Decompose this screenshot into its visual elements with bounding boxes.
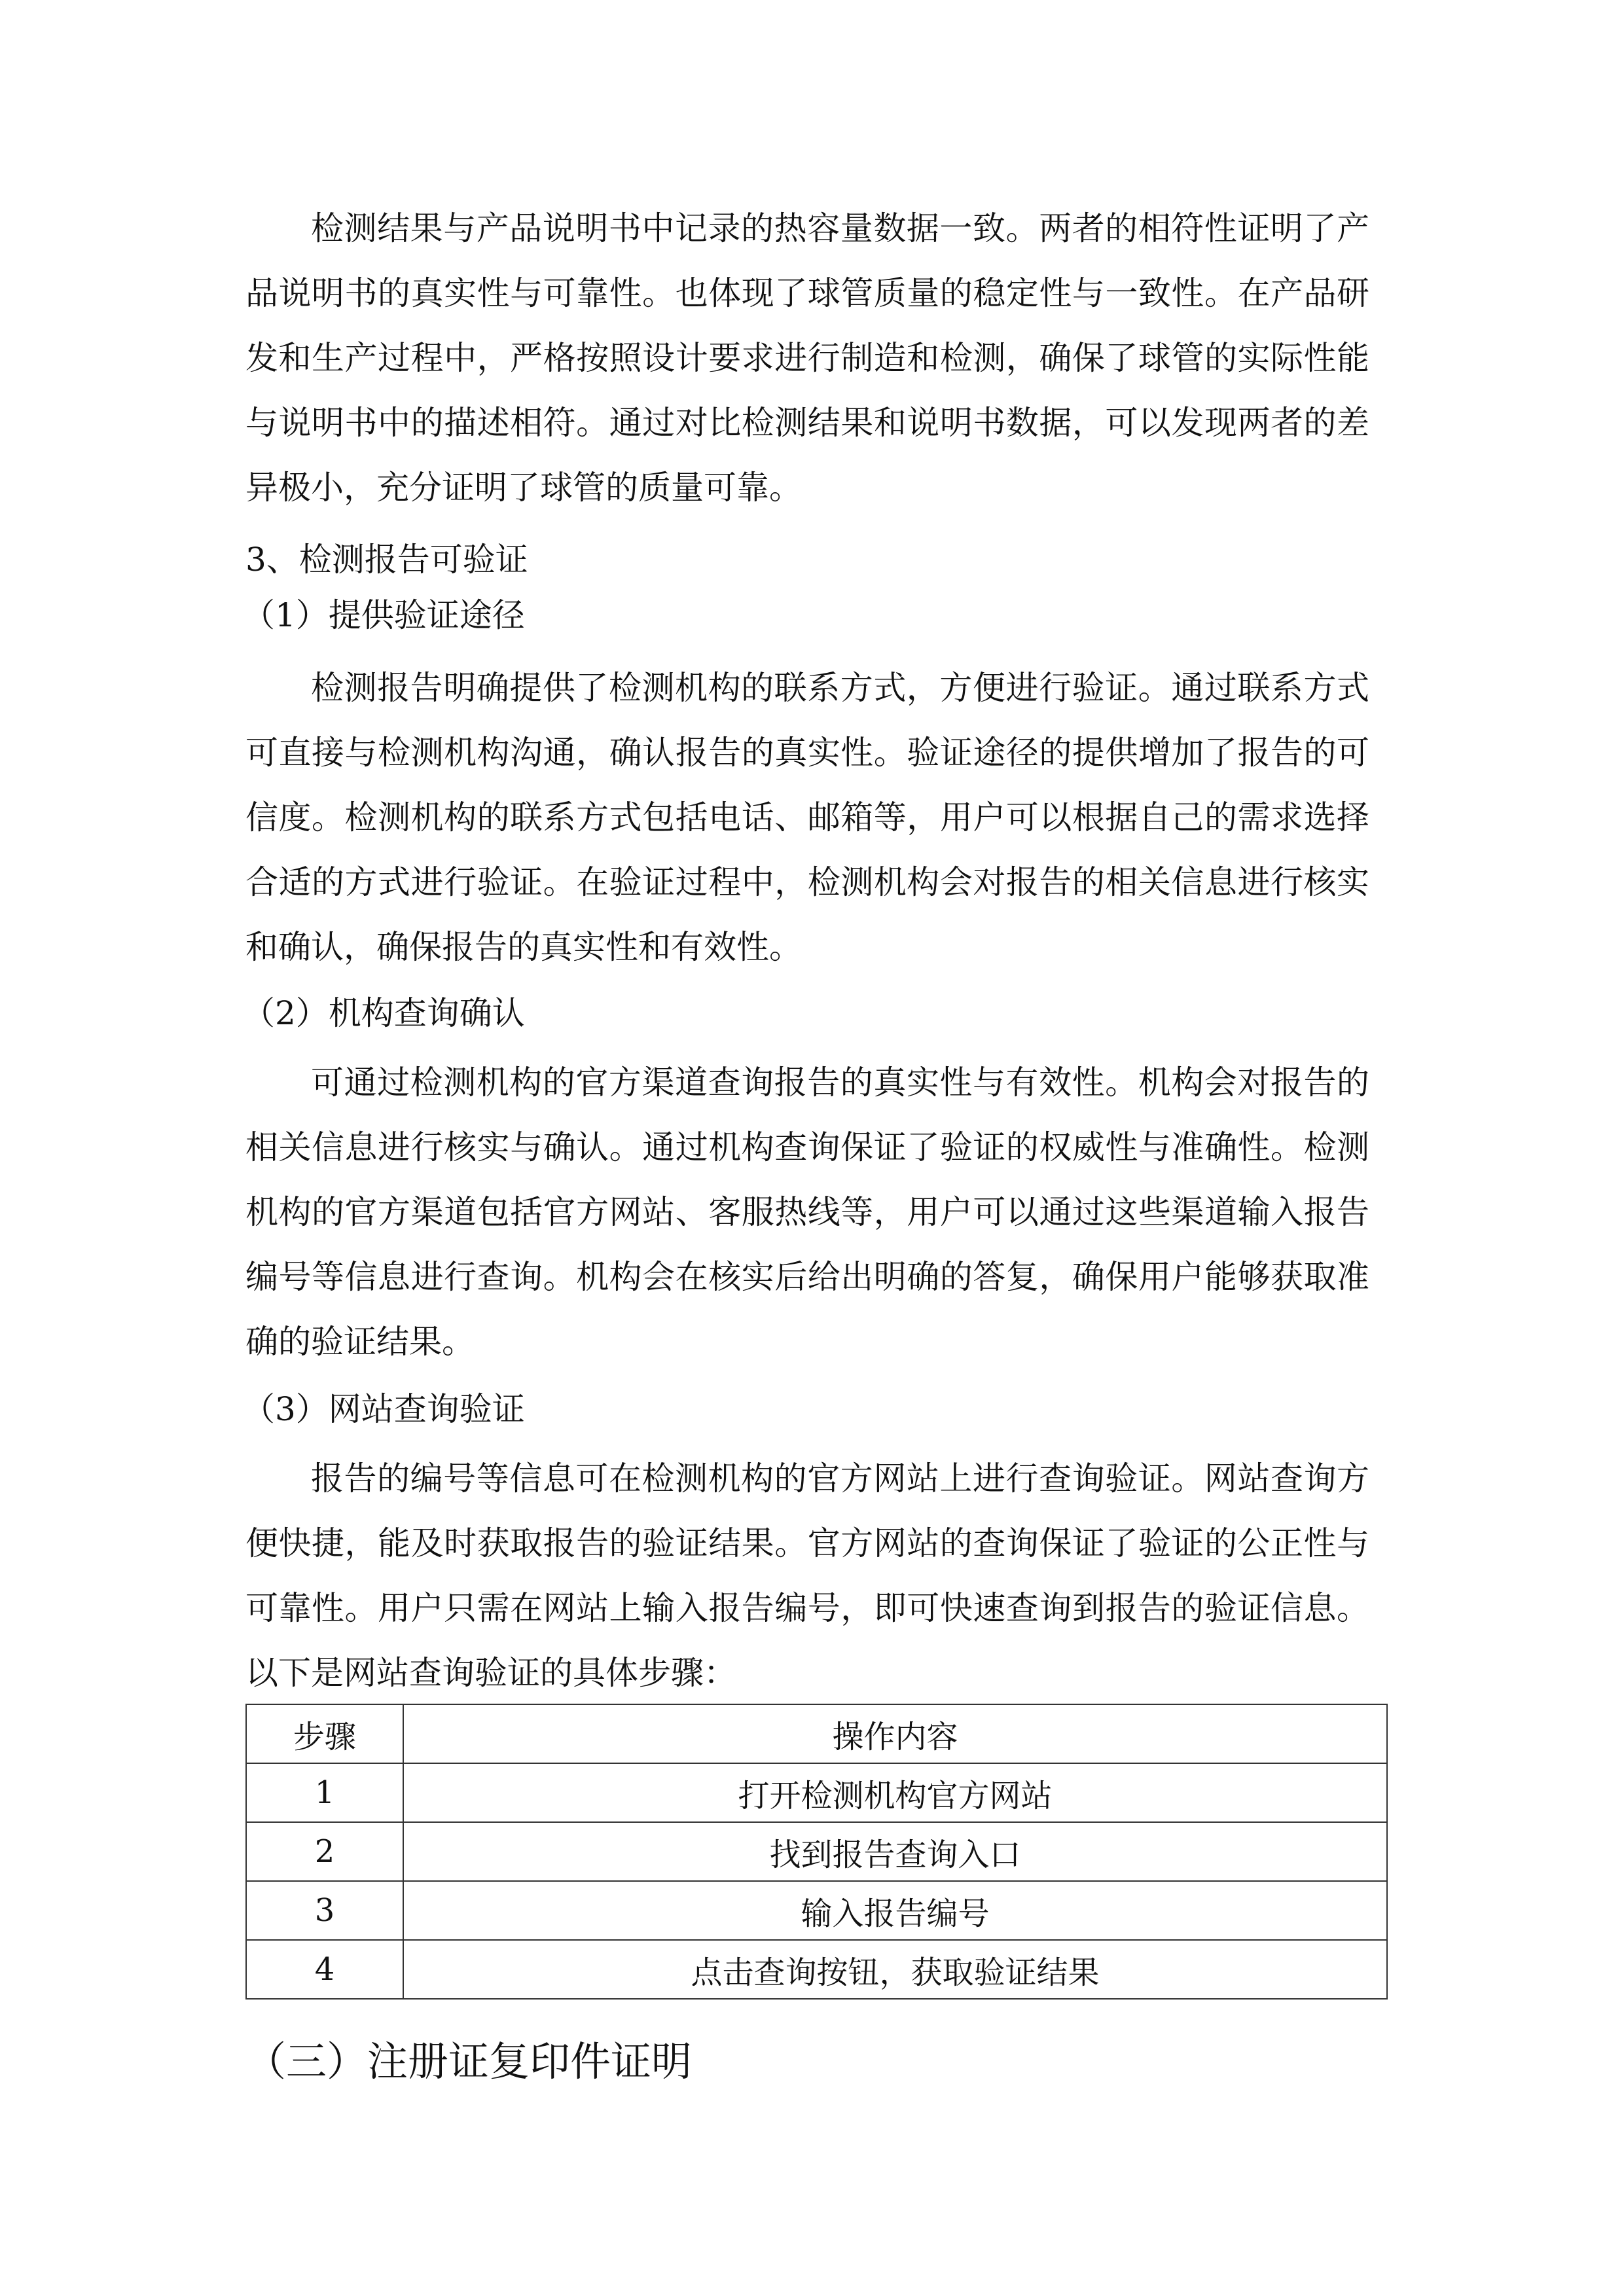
text-line: 以下是网站查询验证的具体步骤：: [245, 1654, 736, 1692]
step-cell: 2: [246, 1822, 403, 1881]
text-line: 和确认，确保报告的真实性和有效性。: [245, 928, 802, 966]
paragraph-3: [245, 1050, 1369, 1374]
text-line: 机构的官方渠道包括官方网站、客服热线等，用户可以通过这些渠道输入报告: [245, 1193, 1369, 1231]
table-row: [246, 1763, 1387, 1822]
action-cell: 点击查询按钮，获取验证结果: [403, 1940, 1387, 1999]
step-cell: 4: [246, 1940, 403, 1999]
text-line: 便快捷，能及时获取报告的验证结果。官方网站的查询保证了验证的公正性与: [245, 1524, 1369, 1562]
text-line: 合适的方式进行验证。在验证过程中，检测机构会对报告的相关信息进行核实: [245, 863, 1369, 901]
text-line: 相关信息进行核实与确认。通过机构查询保证了验证的权威性与准确性。检测: [245, 1128, 1369, 1166]
table-header-row: [246, 1704, 1387, 1763]
section-heading: （三）注册证复印件证明: [245, 2037, 693, 2085]
text-line: 检测结果与产品说明书中记录的热容量数据一致。两者的相符性证明了产: [311, 209, 1369, 247]
action-cell: 打开检测机构官方网站: [403, 1763, 1387, 1822]
text-line: 可直接与检测机构沟通，确认报告的真实性。验证途径的提供增加了报告的可: [245, 734, 1369, 772]
text-line: 编号等信息进行查询。机构会在核实后给出明确的答复，确保用户能够获取准: [245, 1258, 1369, 1296]
subsection-title-3: （3）网站查询验证: [242, 1390, 525, 1428]
header-cell: 步骤: [246, 1704, 403, 1763]
text-line: 品说明书的真实性与可靠性。也体现了球管质量的稳定性与一致性。在产品研: [245, 274, 1369, 312]
text-line: 异极小，充分证明了球管的质量可靠。: [245, 469, 802, 507]
table-row: [246, 1940, 1387, 1999]
action-cell: 输入报告编号: [403, 1881, 1387, 1940]
text-line: 发和生产过程中，严格按照设计要求进行制造和检测，确保了球管的实际性能: [245, 339, 1369, 377]
step-cell: 1: [246, 1763, 403, 1822]
table-row: [246, 1822, 1387, 1881]
action-cell: 找到报告查询入口: [403, 1822, 1387, 1881]
paragraph-2: [245, 656, 1369, 980]
header-cell: 操作内容: [403, 1704, 1387, 1763]
text-line: 可靠性。用户只需在网站上输入报告编号，即可快速查询到报告的验证信息。: [245, 1589, 1369, 1627]
steps-table: [245, 1704, 1388, 2000]
text-line: 确的验证结果。: [245, 1323, 475, 1361]
paragraph-4: [245, 1446, 1369, 1706]
table-row: [246, 1881, 1387, 1940]
subsection-title-2: （2）机构查询确认: [242, 994, 525, 1032]
step-cell: 3: [246, 1881, 403, 1940]
text-line: 报告的编号等信息可在检测机构的官方网站上进行查询验证。网站查询方: [311, 1460, 1369, 1498]
subsection-title-1: （1）提供验证途径: [242, 596, 525, 634]
text-line: 信度。检测机构的联系方式包括电话、邮箱等，用户可以根据自己的需求选择: [245, 798, 1369, 836]
text-line: 与说明书中的描述相符。通过对比检测结果和说明书数据，可以发现两者的差: [245, 404, 1369, 442]
paragraph-1: [245, 196, 1369, 520]
section-title: 3、检测报告可验证: [245, 541, 528, 579]
text-line: 检测报告明确提供了检测机构的联系方式，方便进行验证。通过联系方式: [311, 669, 1369, 707]
text-line: 可通过检测机构的官方渠道查询报告的真实性与有效性。机构会对报告的: [311, 1064, 1369, 1102]
